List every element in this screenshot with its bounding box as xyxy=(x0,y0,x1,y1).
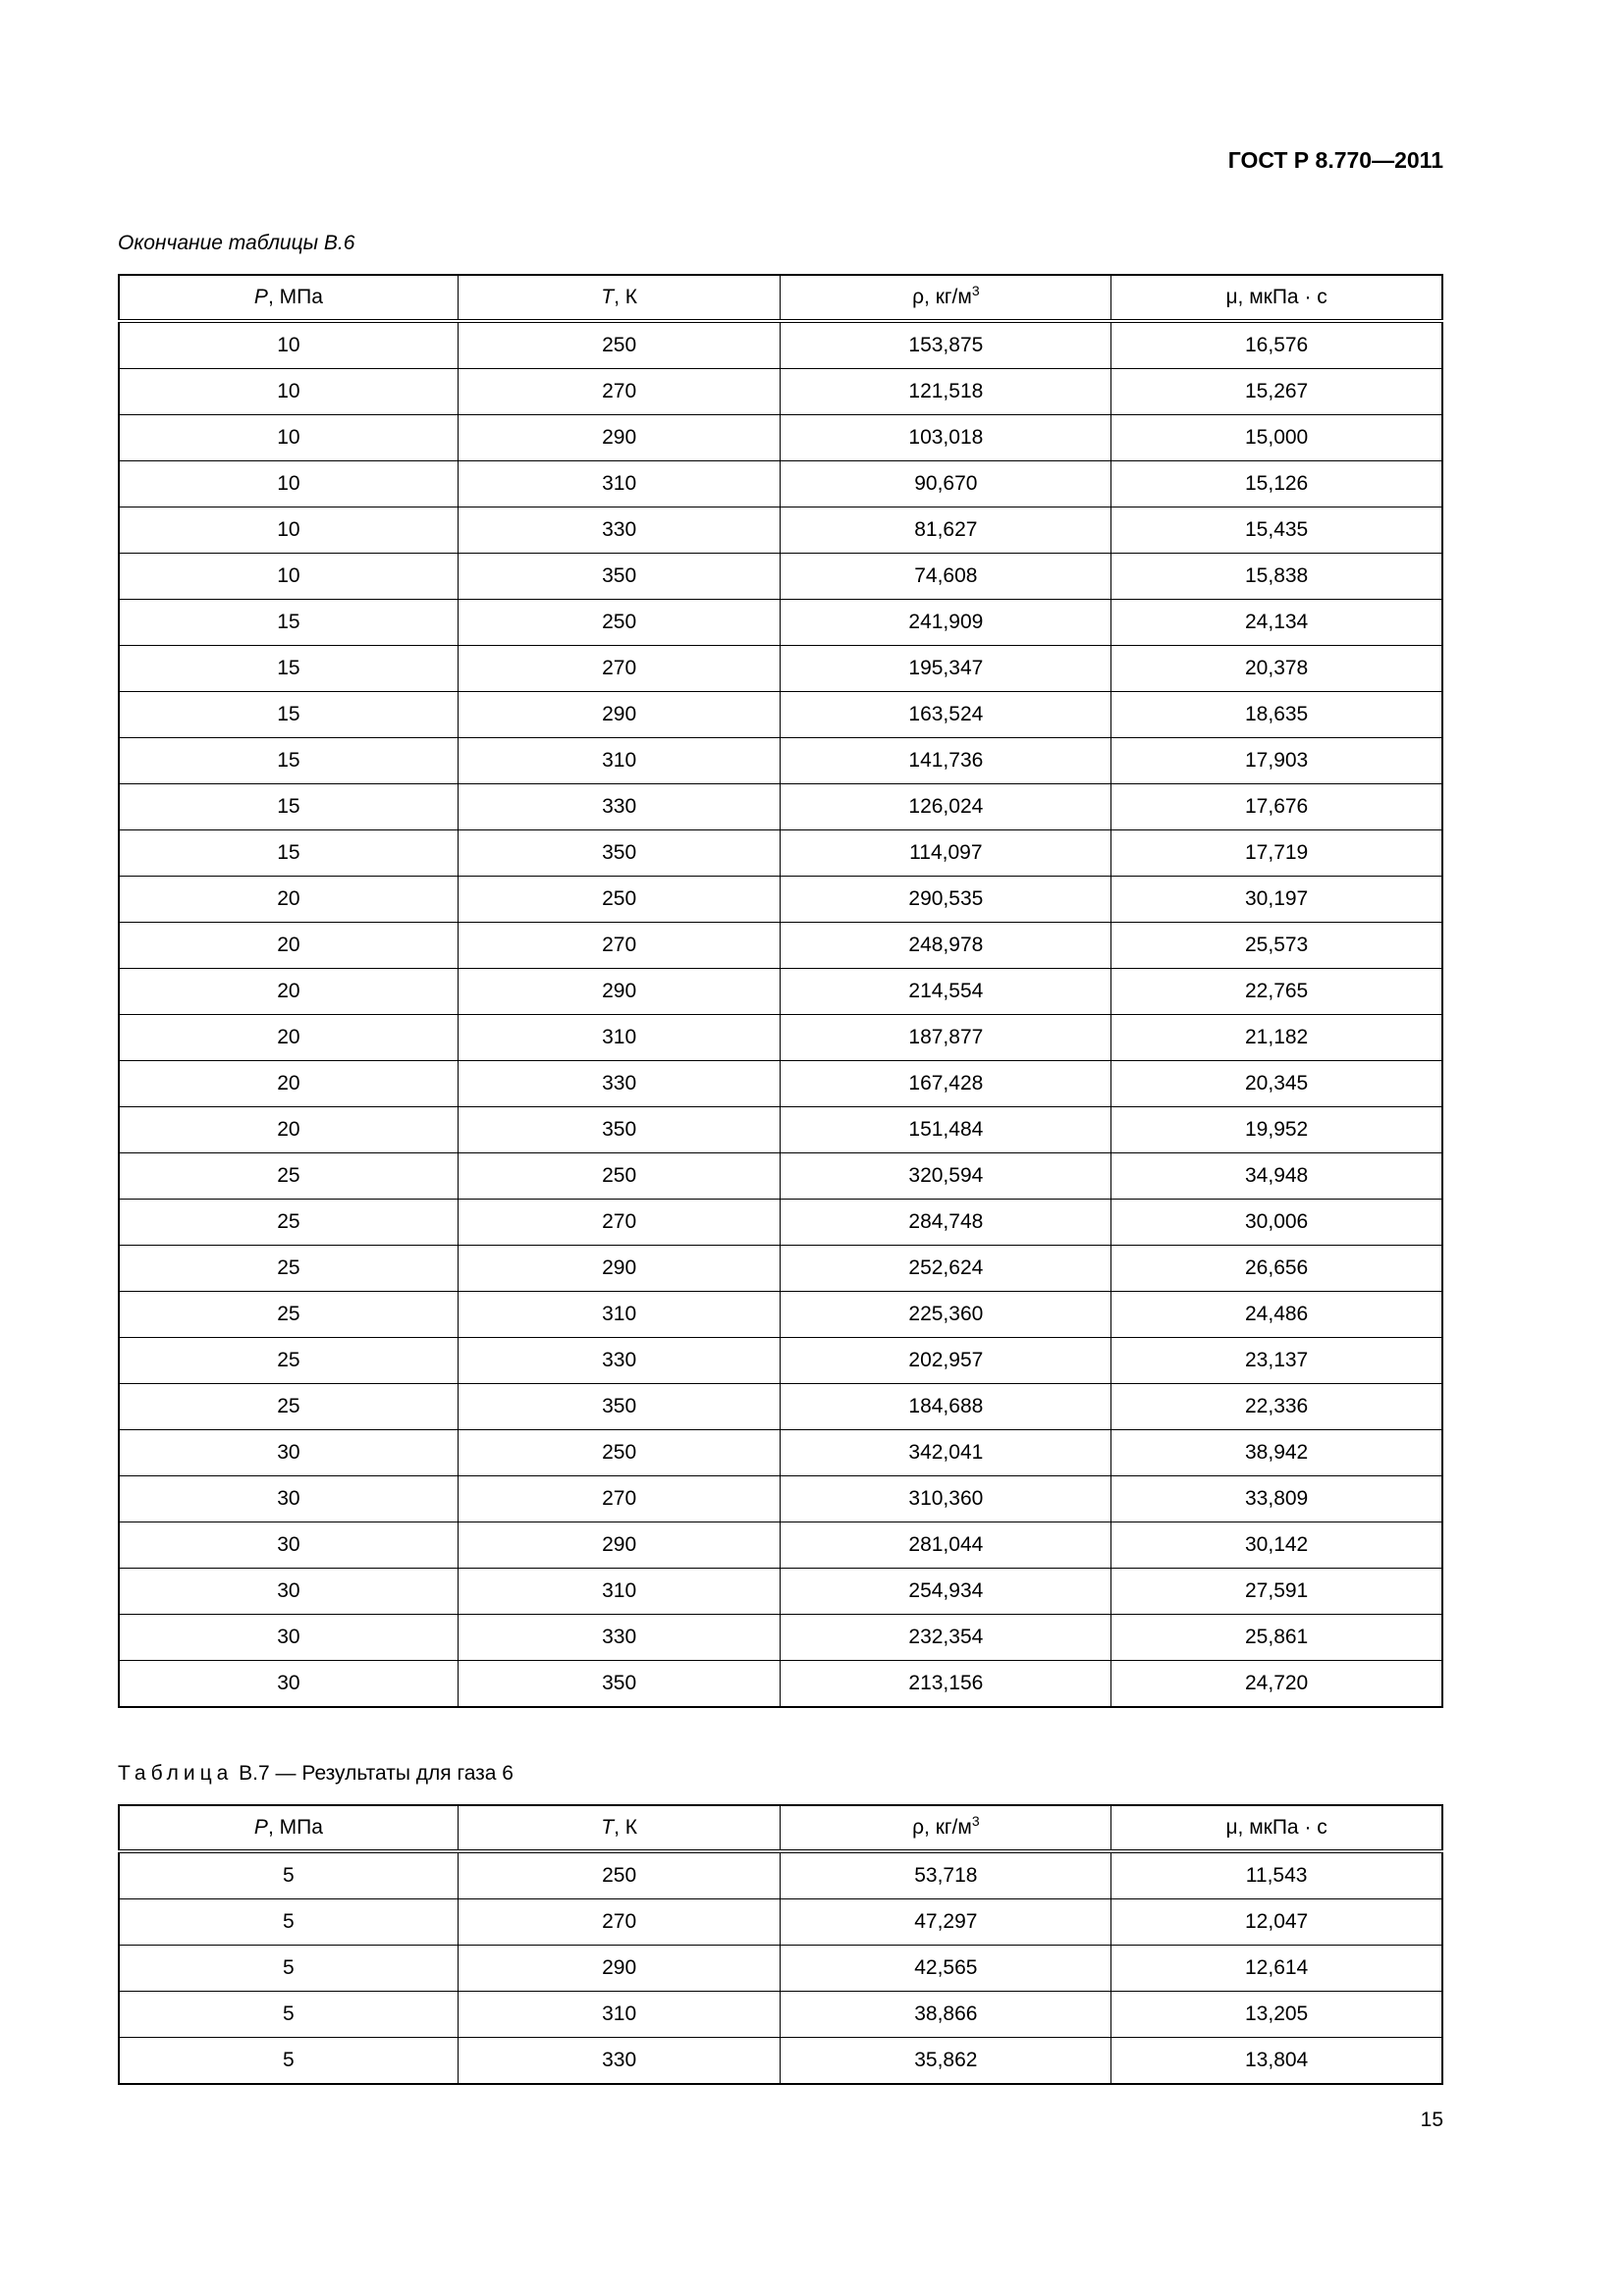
table-row xyxy=(119,923,1442,969)
table-cell: 121,518 xyxy=(781,369,1111,415)
table-cell: 330 xyxy=(458,507,781,554)
table-cell: 10 xyxy=(119,369,458,415)
column-symbol-viscosity: μ xyxy=(1225,286,1238,308)
table-cell: 30,197 xyxy=(1111,877,1442,923)
table-cell: 10 xyxy=(119,507,458,554)
table-row xyxy=(119,1015,1442,1061)
table-cell: 20 xyxy=(119,1061,458,1107)
column-symbol-density: ρ xyxy=(912,286,925,308)
table-cell: 24,720 xyxy=(1111,1661,1442,1708)
table-cell: 20,345 xyxy=(1111,1061,1442,1107)
table-row xyxy=(119,461,1442,507)
table-cell: 20 xyxy=(119,1015,458,1061)
table-cell: 30 xyxy=(119,1476,458,1522)
table-cell: 126,024 xyxy=(781,784,1111,830)
table-cell: 15,000 xyxy=(1111,415,1442,461)
table-cell: 330 xyxy=(458,784,781,830)
table-cell: 310 xyxy=(458,1569,781,1615)
table-cell: 270 xyxy=(458,1476,781,1522)
table-cell: 330 xyxy=(458,1338,781,1384)
page-number: 15 xyxy=(1420,2109,1443,2131)
table-row xyxy=(119,784,1442,830)
table-cell: 15 xyxy=(119,600,458,646)
table-cell: 270 xyxy=(458,369,781,415)
table-cell: 53,718 xyxy=(781,1851,1111,1899)
table-cell: 30 xyxy=(119,1615,458,1661)
table-cell: 38,942 xyxy=(1111,1430,1442,1476)
table-cell: 21,182 xyxy=(1111,1015,1442,1061)
table-cell: 15,838 xyxy=(1111,554,1442,600)
table-row xyxy=(119,692,1442,738)
table-cell: 342,041 xyxy=(781,1430,1111,1476)
table-cell: 270 xyxy=(458,1200,781,1246)
table-cell: 11,543 xyxy=(1111,1851,1442,1899)
table-row xyxy=(119,415,1442,461)
table-cell: 330 xyxy=(458,2038,781,2085)
document-header: ГОСТ Р 8.770—2011 xyxy=(1227,147,1443,173)
table-cell: 30 xyxy=(119,1430,458,1476)
table-row xyxy=(119,1061,1442,1107)
table-cell: 250 xyxy=(458,877,781,923)
table-cell: 250 xyxy=(458,1153,781,1200)
table-cell: 310 xyxy=(458,1015,781,1061)
table-row xyxy=(119,877,1442,923)
table-cell: 320,594 xyxy=(781,1153,1111,1200)
table-cell: 114,097 xyxy=(781,830,1111,877)
column-symbol-density: ρ xyxy=(912,1816,925,1839)
table-cell: 30,006 xyxy=(1111,1200,1442,1246)
table-cell: 17,676 xyxy=(1111,784,1442,830)
table-cell: 81,627 xyxy=(781,507,1111,554)
table-cell: 25 xyxy=(119,1153,458,1200)
column-header-temperature: T, К xyxy=(458,275,781,321)
table-cell: 151,484 xyxy=(781,1107,1111,1153)
table-cell: 5 xyxy=(119,1992,458,2038)
table-row xyxy=(119,969,1442,1015)
table-cell: 12,047 xyxy=(1111,1899,1442,1946)
table-row xyxy=(119,1200,1442,1246)
table-cell: 18,635 xyxy=(1111,692,1442,738)
table-b7-caption-word: Таблица xyxy=(118,1762,234,1785)
table-cell: 290 xyxy=(458,1246,781,1292)
table-cell: 310 xyxy=(458,1292,781,1338)
table-cell: 330 xyxy=(458,1061,781,1107)
table-cell: 34,948 xyxy=(1111,1153,1442,1200)
table-cell: 33,809 xyxy=(1111,1476,1442,1522)
table-cell: 27,591 xyxy=(1111,1569,1442,1615)
table-cell: 252,624 xyxy=(781,1246,1111,1292)
table-cell: 350 xyxy=(458,830,781,877)
table-cell: 13,804 xyxy=(1111,2038,1442,2085)
table-cell: 350 xyxy=(458,554,781,600)
table-cell: 25,861 xyxy=(1111,1615,1442,1661)
table-b7-caption xyxy=(118,1761,1443,1787)
table-cell: 15,267 xyxy=(1111,369,1442,415)
table-b6-body xyxy=(119,321,1442,1707)
table-cell: 284,748 xyxy=(781,1200,1111,1246)
table-cell: 350 xyxy=(458,1384,781,1430)
table-cell: 167,428 xyxy=(781,1061,1111,1107)
table-cell: 25 xyxy=(119,1384,458,1430)
table-cell: 30 xyxy=(119,1661,458,1708)
table-cell: 22,765 xyxy=(1111,969,1442,1015)
column-header-viscosity: μ, мкПа · с xyxy=(1111,1805,1442,1851)
table-cell: 270 xyxy=(458,1899,781,1946)
table-cell: 25 xyxy=(119,1200,458,1246)
table-cell: 5 xyxy=(119,1946,458,1992)
table-cell: 187,877 xyxy=(781,1015,1111,1061)
table-cell: 17,903 xyxy=(1111,738,1442,784)
table-cell: 153,875 xyxy=(781,321,1111,369)
column-symbol-temperature: T xyxy=(601,286,615,308)
column-symbol-pressure: P xyxy=(253,286,268,308)
table-b6-caption: Окончание таблицы В.6 xyxy=(118,232,355,254)
table-cell: 270 xyxy=(458,923,781,969)
table-cell: 10 xyxy=(119,415,458,461)
table-cell: 15 xyxy=(119,692,458,738)
table-row xyxy=(119,646,1442,692)
table-cell: 15 xyxy=(119,738,458,784)
table-cell: 270 xyxy=(458,646,781,692)
table-cell: 16,576 xyxy=(1111,321,1442,369)
table-cell: 290 xyxy=(458,969,781,1015)
table-cell: 35,862 xyxy=(781,2038,1111,2085)
table-cell: 225,360 xyxy=(781,1292,1111,1338)
table-cell: 290,535 xyxy=(781,877,1111,923)
table-row xyxy=(119,830,1442,877)
table-row xyxy=(119,1899,1442,1946)
table-cell: 10 xyxy=(119,321,458,369)
table-b7-body xyxy=(119,1851,1442,2084)
table-cell: 15 xyxy=(119,784,458,830)
table-cell: 184,688 xyxy=(781,1384,1111,1430)
table-cell: 163,524 xyxy=(781,692,1111,738)
column-header-pressure: P, МПа xyxy=(119,1805,458,1851)
table-cell: 310 xyxy=(458,1992,781,2038)
table-cell: 290 xyxy=(458,415,781,461)
column-symbol-temperature: T xyxy=(601,1816,615,1839)
table-cell: 74,608 xyxy=(781,554,1111,600)
table-cell: 25,573 xyxy=(1111,923,1442,969)
table-b7 xyxy=(118,1804,1443,2085)
table-cell: 13,205 xyxy=(1111,1992,1442,2038)
table-cell: 25 xyxy=(119,1338,458,1384)
table-header-row xyxy=(119,275,1442,321)
table-b6-header xyxy=(119,275,1442,321)
table-cell: 20 xyxy=(119,923,458,969)
table-row xyxy=(119,1992,1442,2038)
table-row xyxy=(119,1476,1442,1522)
table-row xyxy=(119,1384,1442,1430)
table-row xyxy=(119,1522,1442,1569)
table-b7-header xyxy=(119,1805,1442,1851)
table-cell: 195,347 xyxy=(781,646,1111,692)
table-row xyxy=(119,1661,1442,1708)
table-cell: 20 xyxy=(119,877,458,923)
table-cell: 15 xyxy=(119,830,458,877)
table-row xyxy=(119,738,1442,784)
table-b6 xyxy=(118,274,1443,1708)
table-cell: 20,378 xyxy=(1111,646,1442,692)
table-row xyxy=(119,321,1442,369)
table-cell: 350 xyxy=(458,1661,781,1708)
table-cell: 290 xyxy=(458,1522,781,1569)
table-cell: 248,978 xyxy=(781,923,1111,969)
table-cell: 24,486 xyxy=(1111,1292,1442,1338)
column-header-temperature: T, К xyxy=(458,1805,781,1851)
table-cell: 141,736 xyxy=(781,738,1111,784)
table-cell: 250 xyxy=(458,600,781,646)
table-row xyxy=(119,1569,1442,1615)
table-cell: 202,957 xyxy=(781,1338,1111,1384)
table-cell: 25 xyxy=(119,1292,458,1338)
table-cell: 310 xyxy=(458,738,781,784)
table-row xyxy=(119,1946,1442,1992)
table-cell: 213,156 xyxy=(781,1661,1111,1708)
table-cell: 5 xyxy=(119,2038,458,2085)
table-cell: 10 xyxy=(119,554,458,600)
table-cell: 90,670 xyxy=(781,461,1111,507)
table-cell: 17,719 xyxy=(1111,830,1442,877)
column-symbol-viscosity: μ xyxy=(1225,1816,1238,1839)
table-cell: 250 xyxy=(458,321,781,369)
table-cell: 250 xyxy=(458,1851,781,1899)
column-header-density: ρ, $кг/м^3$ xyxy=(781,1805,1111,1851)
table-row xyxy=(119,1107,1442,1153)
table-header-row xyxy=(119,1805,1442,1851)
table-b7-caption-rest: В.7 — Результаты для газа 6 xyxy=(233,1762,514,1785)
table-cell: 20 xyxy=(119,1107,458,1153)
table-cell: 281,044 xyxy=(781,1522,1111,1569)
table-cell: 15 xyxy=(119,646,458,692)
table-cell: 47,297 xyxy=(781,1899,1111,1946)
table-cell: 25 xyxy=(119,1246,458,1292)
table-row xyxy=(119,554,1442,600)
table-row xyxy=(119,1615,1442,1661)
table-row xyxy=(119,1292,1442,1338)
table-cell: 290 xyxy=(458,1946,781,1992)
table-cell: 24,134 xyxy=(1111,600,1442,646)
column-unit-superscript: 3 xyxy=(971,1813,980,1829)
table-cell: 22,336 xyxy=(1111,1384,1442,1430)
table-cell: 254,934 xyxy=(781,1569,1111,1615)
table-cell: 241,909 xyxy=(781,600,1111,646)
table-cell: 5 xyxy=(119,1851,458,1899)
table-cell: 103,018 xyxy=(781,415,1111,461)
column-symbol-pressure: P xyxy=(253,1816,268,1839)
column-header-pressure: P, МПа xyxy=(119,275,458,321)
table-cell: 23,137 xyxy=(1111,1338,1442,1384)
table-cell: 20 xyxy=(119,969,458,1015)
table-row xyxy=(119,1430,1442,1476)
table-cell: 330 xyxy=(458,1615,781,1661)
table-cell: 5 xyxy=(119,1899,458,1946)
table-row xyxy=(119,2038,1442,2085)
table-cell: 15,435 xyxy=(1111,507,1442,554)
table-cell: 19,952 xyxy=(1111,1107,1442,1153)
table-cell: 15,126 xyxy=(1111,461,1442,507)
table-cell: 310,360 xyxy=(781,1476,1111,1522)
table-cell: 310 xyxy=(458,461,781,507)
table-row xyxy=(119,369,1442,415)
table-cell: 250 xyxy=(458,1430,781,1476)
table-cell: 10 xyxy=(119,461,458,507)
table-cell: 12,614 xyxy=(1111,1946,1442,1992)
table-cell: 38,866 xyxy=(781,1992,1111,2038)
table-row xyxy=(119,1246,1442,1292)
column-header-viscosity: μ, мкПа · с xyxy=(1111,275,1442,321)
table-cell: 214,554 xyxy=(781,969,1111,1015)
table-row xyxy=(119,1153,1442,1200)
table-cell: 30 xyxy=(119,1522,458,1569)
table-row xyxy=(119,600,1442,646)
table-cell: 232,354 xyxy=(781,1615,1111,1661)
table-cell: 30 xyxy=(119,1569,458,1615)
column-header-density: ρ, $кг/м^3$ xyxy=(781,275,1111,321)
table-cell: 350 xyxy=(458,1107,781,1153)
table-row xyxy=(119,1338,1442,1384)
table-cell: 30,142 xyxy=(1111,1522,1442,1569)
table-cell: 26,656 xyxy=(1111,1246,1442,1292)
table-row xyxy=(119,507,1442,554)
table-cell: 42,565 xyxy=(781,1946,1111,1992)
table-cell: 290 xyxy=(458,692,781,738)
column-unit-superscript: 3 xyxy=(971,283,980,298)
table-row xyxy=(119,1851,1442,1899)
